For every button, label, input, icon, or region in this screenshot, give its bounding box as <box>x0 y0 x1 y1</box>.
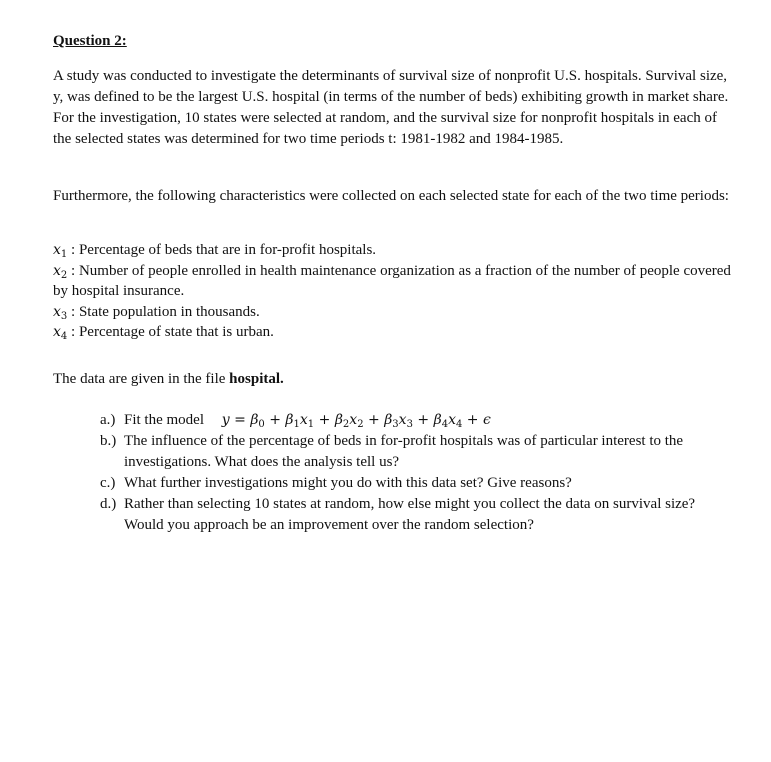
model-equation: $y = \beta_0 + \beta_1x_1 + \beta_2x_2 + \beta_3x_3 + \beta_4x_4 + \epsilon$ <box>221 412 491 430</box>
question-label: c.) <box>100 475 116 491</box>
question-text: Rather than selecting 10 states at random, how else might you collect the data on survival size? Would you approach be an improvement over the random selection? <box>124 496 696 533</box>
variable-list <box>53 240 743 343</box>
variable-symbol: $x_3$ <box>53 303 68 322</box>
variable-item <box>53 322 743 343</box>
variable-symbol: $x_4$ <box>53 324 68 342</box>
variable-item <box>53 261 743 302</box>
question-heading: Question 2: <box>53 33 127 49</box>
variable-item <box>53 302 743 323</box>
question-label: a.) <box>100 412 116 428</box>
question-item-b <box>100 431 700 473</box>
variable-description: : Number of people enrolled in health maintenance organization as a fraction of the number of people covered by hospital insurance. <box>53 262 731 299</box>
data-file-line: The data are given in the file hospital. <box>53 371 284 387</box>
characteristics-paragraph: Furthermore, the following characteristics were collected on each selected state for each of the two time periods: <box>53 188 729 204</box>
question-label: d.) <box>100 496 117 512</box>
variable-description: : State population in thousands. <box>71 303 260 320</box>
question-text: What further investigations might you do with this data set? Give reasons? <box>124 475 572 491</box>
question-list <box>100 410 700 536</box>
question-item-d <box>100 494 700 536</box>
variable-description: : Percentage of state that is urban. <box>71 324 274 340</box>
variable-item <box>53 240 743 261</box>
variable-symbol: $x_2$ <box>53 262 68 281</box>
intro-paragraph: A study was conducted to investigate the determinants of survival size of nonprofit U.S. hospitals. Survival size, y, was defined to be the largest U.S. hospital (in terms of the number of beds) exhibiting growth in market share. For the investigation, 10 states were selected at random, and the survival size for nonprofit hospitals in each of the selected states was determined for two time periods t: 1981-1982 and 1984-1985. <box>53 68 729 147</box>
question-item-a <box>100 410 700 431</box>
variable-description: : Percentage of beds that are in for-profit hospitals. <box>71 242 377 258</box>
question-text: Fit the model <box>124 412 204 428</box>
question-text: The influence of the percentage of beds in for-profit hospitals was of particular interest to the investigations. What does the analysis tell us? <box>124 433 684 470</box>
data-file-name: hospital. <box>229 371 284 387</box>
question-label: b.) <box>100 433 117 449</box>
question-item-c <box>100 473 700 494</box>
variable-symbol: $x_1$ <box>53 242 68 260</box>
